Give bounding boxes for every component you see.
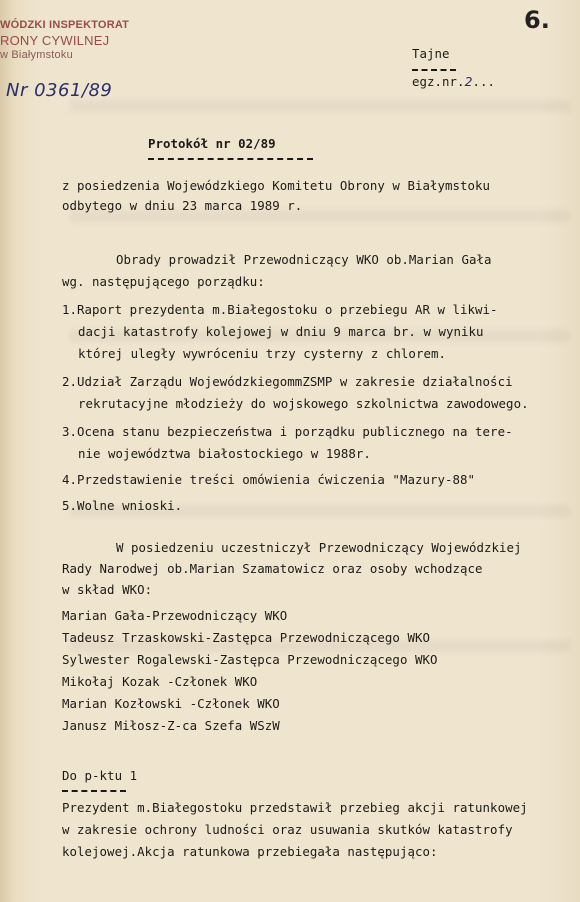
- intro-line-2: wg. następującego porządku:: [62, 274, 265, 289]
- section-heading-underline: [62, 790, 126, 792]
- agenda-item-2-line-1: 2.Udział Zarządu WojewódzkiegommZSMP w zakresie działalności: [62, 374, 513, 389]
- body-line-1: Prezydent m.Białegostoku przedstawił przebieg akcji ratunkowej: [62, 800, 528, 815]
- member-list-item: Marian Gała-Przewodniczący WKO: [62, 608, 288, 623]
- classification-underline: [412, 69, 456, 71]
- agenda-item-3-line-1: 3.Ocena stanu bezpieczeństwa i porządku publicznego na tere-: [62, 424, 513, 439]
- page-number: 6.: [524, 6, 550, 34]
- agenda-item-4: 4.Przedstawienie treści omówienia ćwiczenia "Mazury-88": [62, 472, 476, 487]
- body-line-3: kolejowej.Akcja ratunkowa przebiegała następująco:: [62, 844, 438, 859]
- copy-number: egz.nr.2...: [412, 74, 496, 89]
- agenda-item-5: 5.Wolne wnioski.: [62, 498, 183, 513]
- document-title: Protokół nr 02/89: [148, 136, 276, 151]
- classification: Tajne: [412, 46, 450, 61]
- attendance-line-3: w skład WKO:: [62, 582, 153, 597]
- intro-line-1: Obrady prowadził Przewodniczący WKO ob.Marian Gała: [116, 252, 492, 267]
- agenda-item-1-line-3: której uległy wywróceniu trzy cysterny z chlorem.: [78, 346, 446, 361]
- bleed-through: [70, 100, 570, 112]
- member-list-item: Mikołaj Kozak -Członek WKO: [62, 674, 258, 689]
- agenda-item-3-line-2: nie województwa białostockiego w 1988r.: [78, 446, 371, 461]
- member-list-item: Tadeusz Trzaskowski-Zastępca Przewodniczącego WKO: [62, 630, 430, 645]
- title-underline: [148, 158, 313, 160]
- stamp-line-2: RONY CYWILNEJ: [0, 33, 110, 48]
- registration-number: Nr 0361/89: [6, 80, 113, 101]
- stamp-line-1: WÓDZKI INSPEKTORAT: [0, 19, 130, 31]
- body-line-2: w zakresie ochrony ludności oraz usuwania skutków katastrofy: [62, 822, 513, 837]
- attendance-line-2: Rady Narodwej ob.Marian Szamatowicz oraz osoby wchodzące: [62, 561, 483, 576]
- subtitle-line-1: z posiedzenia Wojewódzkiego Komitetu Obrony w Białymstoku: [62, 178, 491, 193]
- agenda-item-1-line-1: 1.Raport prezydenta m.Białegostoku o przebiegu AR w likwi-: [62, 302, 498, 317]
- agenda-item-1-line-2: dacji katastrofy kolejowej w dniu 9 marca br. w wyniku: [78, 324, 484, 339]
- stamp-line-3: w Białymstoku: [0, 49, 73, 61]
- member-list-item: Janusz Miłosz-Z-ca Szefa WSzW: [62, 718, 280, 733]
- subtitle-line-2: odbytego w dniu 23 marca 1989 r.: [62, 198, 303, 213]
- institution-stamp: [0, 18, 160, 63]
- attendance-line-1: W posiedzeniu uczestniczył Przewodniczący Wojewódzkiej: [116, 540, 522, 555]
- member-list-item: Sylwester Rogalewski-Zastępca Przewodniczącego WKO: [62, 652, 438, 667]
- section-heading: Do p-ktu 1: [62, 768, 138, 783]
- agenda-item-2-line-2: rekrutacyjne młodzieży do wojskowego szkolnictwa zawodowego.: [78, 396, 529, 411]
- member-list-item: Marian Kozłowski -Członek WKO: [62, 696, 280, 711]
